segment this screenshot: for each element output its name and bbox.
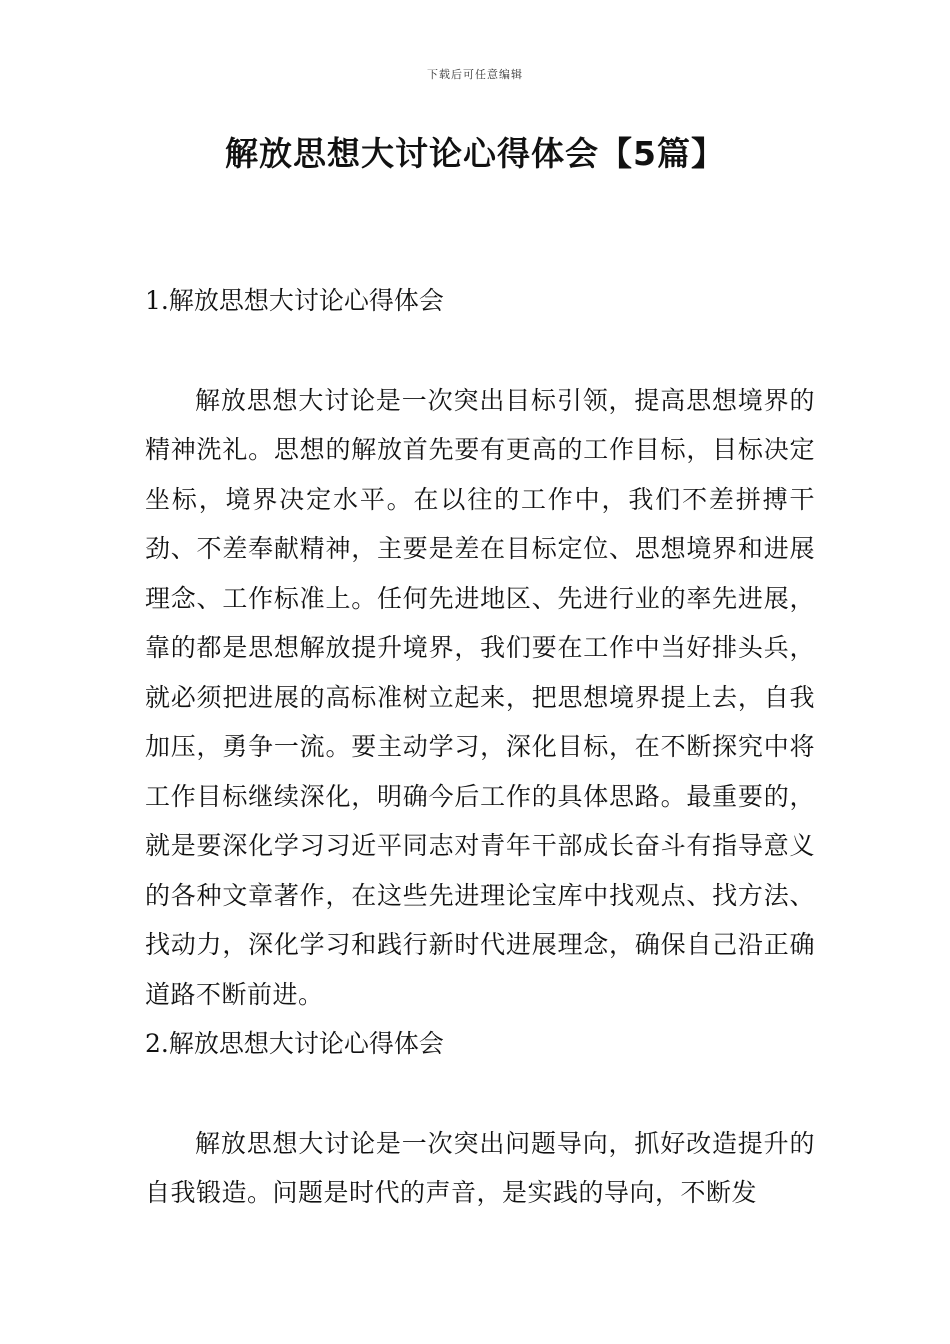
page-title: 解放思想大讨论心得体会【5篇】 xyxy=(225,134,725,173)
section-paragraph-2: 解放思想大讨论是一次突出问题导向，抓好改造提升的自我锻造。问题是时代的声音，是实践的导向，不断发 xyxy=(145,1128,815,1207)
section-paragraph-1: 解放思想大讨论是一次突出目标引领，提高思想境界的精神洗礼。思想的解放首先要有更高的工作目标，目标决定坐标，境界决定水平。在以往的工作中，我们不差拼搏干劲、不差奉献精神，主要是差在目标定位、思想境界和进展理念、工作标准上。任何先进地区、先进行业的率先进展，靠的都是思想解放提升境界，我们要在工作中当好排头兵，就必须把进展的高标准树立起来，把思想境界提上去，自我加压，勇争一流。要主动学习，深化目标，在不断探究中将工作目标继续深化，明确今后工作的具体思路。最重要的，就是要深化学习习近平同志对青年干部成长奋斗有指导意义的各种文章著作，在这些先进理论宝库中找观点、找方法、找动力，深化学习和践行新时代进展理念，确保自己沿正确道路不断前进。 xyxy=(145,385,815,1009)
header-note: 下载后可任意编辑 xyxy=(427,68,523,81)
section-heading-2: 2.解放思想大讨论心得体会 xyxy=(145,1029,444,1058)
section-heading-1: 1.解放思想大讨论心得体会 xyxy=(145,286,444,315)
document-body xyxy=(145,276,815,1218)
